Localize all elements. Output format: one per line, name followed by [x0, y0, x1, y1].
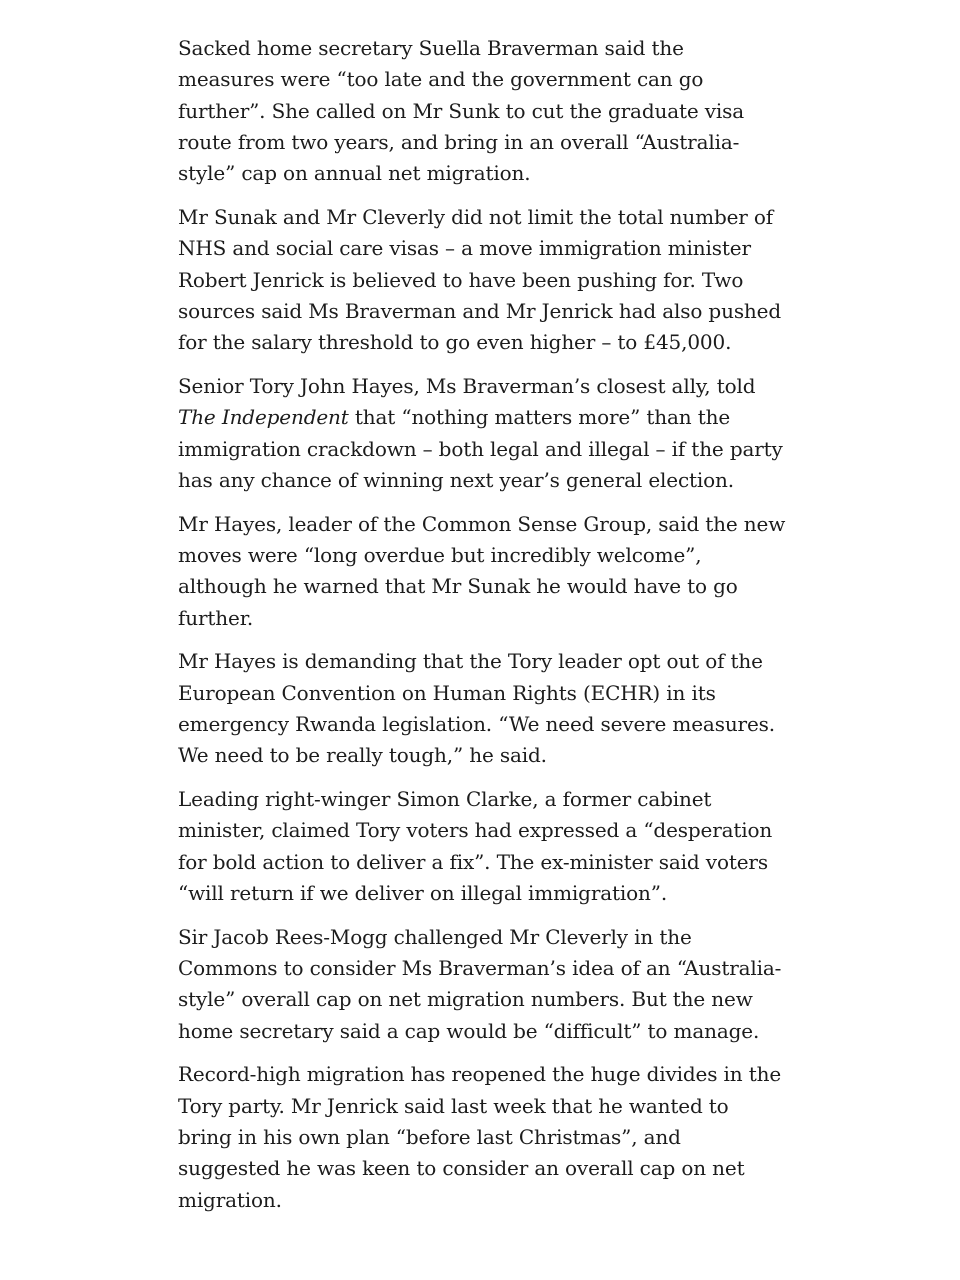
article-paragraph: Sir Jacob Rees-Mogg challenged Mr Cleverly in the Commons to consider Ms Braverman’s idea of an “Australia-style” overall cap on net migration numbers. But the new home secretary said a cap would be “difficult” to manage.	[178, 924, 782, 1043]
paragraph-text: Senior Tory John Hayes, Ms Braverman’s closest ally, told	[178, 373, 756, 398]
article-body	[178, 33, 786, 1228]
article-paragraph: Mr Hayes, leader of the Common Sense Group, said the new moves were “long overdue but incredibly welcome”, although he warned that Mr Sunak he would have to go further.	[178, 511, 786, 630]
publication-name: The Independent	[178, 405, 349, 430]
article-paragraph: Mr Hayes is demanding that the Tory leader opt out of the European Convention on Human Rights (ECHR) in its emergency Rwanda legislation. “We need severe measures. We need to be really tough,” he said.	[178, 649, 775, 768]
article-paragraph	[178, 371, 786, 496]
article-paragraph: Leading right-winger Simon Clarke, a former cabinet minister, claimed Tory voters had expressed a “desperation for bold action to deliver a fix”. The ex-minister said voters “will return if we deliver on illegal immigration”.	[178, 787, 773, 905]
article-paragraph: Record-high migration has reopened the huge divides in the Tory party. Mr Jenrick said last week that he wanted to bring in his own plan “before last Christmas”, and suggested he was keen to consider an overall cap on net migration.	[178, 1062, 782, 1212]
article-paragraph: Sacked home secretary Suella Braverman said the measures were “too late and the government can go further”. She called on Mr Sunk to cut the graduate visa route from two years, and bring in an overall “Australia-style” cap on annual net migration.	[178, 36, 745, 186]
paragraph-text: that “nothing matters more” than the immigration crackdown – both legal and illegal – if the party has any chance of winning next year’s general election.	[178, 405, 783, 492]
article-paragraph: Mr Sunak and Mr Cleverly did not limit the total number of NHS and social care visas – a move immigration minister Robert Jenrick is believed to have been pushing for. Two sources said Ms Braverman and Mr Jenrick had also pushed for the salary threshold to go even higher – to £45,000.	[178, 204, 781, 355]
